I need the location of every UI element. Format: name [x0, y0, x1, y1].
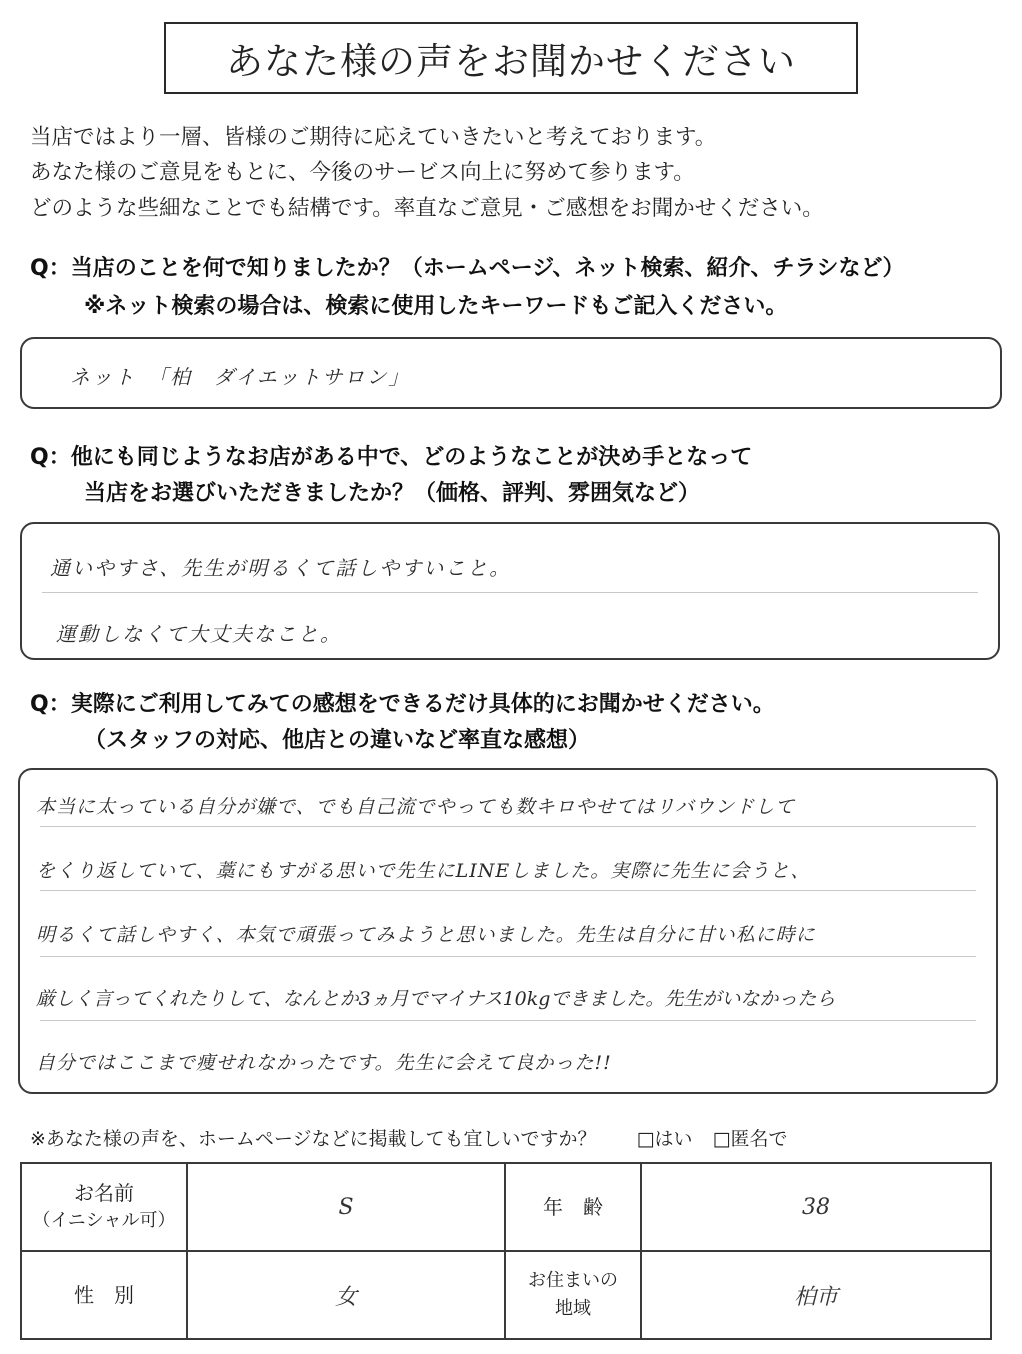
name-label: お名前 — [74, 1181, 134, 1205]
consent-question — [30, 1124, 788, 1151]
gender-label: 性 別 — [74, 1283, 134, 1307]
answer-box-1 — [20, 337, 1002, 409]
consent-yes-checkbox[interactable]: □はい — [636, 1128, 693, 1150]
question-3-subtitle: （スタッフの対応、他店との違いなど率直な感想） — [84, 728, 591, 753]
page-title: あなた様の声をお聞かせください — [164, 22, 858, 94]
answer-2-line-2: 運動しなくて大丈夫なこと。 — [56, 622, 342, 646]
question-2-title: Q：他にも同じようなお店がある中で、どのようなことが決め手となって — [30, 445, 753, 470]
ruled-line — [42, 592, 978, 593]
region-value: 柏市 — [793, 1284, 838, 1310]
ruled-line — [40, 1020, 976, 1021]
question-1-note: ※ネット検索の場合は、検索に使用したキーワードもご記入ください。 — [84, 294, 788, 319]
gender-value: 女 — [334, 1284, 357, 1310]
question-2-subtitle: 当店をお選びいただきましたか？（価格、評判、雰囲気など） — [84, 481, 701, 506]
answer-3-line-5: 自分ではここまで痩せれなかったです。先生に会えて良かった!! — [36, 1052, 612, 1074]
age-value: 38 — [802, 1194, 830, 1220]
answer-box-3 — [18, 768, 998, 1094]
question-3-title: Q：実際にご利用してみての感想をできるだけ具体的にお聞かせください。 — [30, 692, 775, 717]
age-label-cell — [505, 1163, 641, 1251]
gender-value-cell — [187, 1251, 505, 1339]
consent-text: ※あなた様の声を、ホームページなどに掲載しても宜しいですか？ — [30, 1128, 597, 1150]
answer-box-2 — [20, 522, 1000, 660]
name-label-cell — [21, 1163, 187, 1251]
answer-3-line-2: をくり返していて、藁にもすがる思いで先生にLINEしました。実際に先生に会うと、 — [36, 860, 811, 882]
region-value-cell — [641, 1251, 991, 1339]
consent-anonymous-checkbox[interactable]: □匿名で — [712, 1128, 788, 1150]
age-value-cell — [641, 1163, 991, 1251]
name-value: S — [338, 1194, 354, 1220]
answer-3-line-3: 明るくて話しやすく、本気で頑張ってみようと思いました。先生は自分に甘い私に時に — [36, 924, 816, 946]
answer-1-text: ネット 「柏 ダイエットサロン」 — [70, 365, 411, 389]
answer-3-line-4: 厳しく言ってくれたりして、なんとか3ヵ月でマイナス10kgできました。先生がいなかったら — [36, 988, 836, 1010]
region-label-2: 地域 — [555, 1298, 591, 1319]
intro-line-2: あなた様のご意見をもとに、今後のサービス向上に努めて参ります。 — [30, 160, 695, 185]
answer-2-line-1: 通いやすさ、先生が明るくて話しやすいこと。 — [50, 556, 512, 580]
intro-line-1: 当店ではより一層、皆様のご期待に応えていきたいと考えております。 — [30, 125, 717, 150]
region-label-cell — [505, 1251, 641, 1339]
info-row — [21, 1251, 991, 1339]
info-row — [21, 1163, 991, 1251]
name-label-note: （イニシャル可） — [32, 1210, 176, 1231]
ruled-line — [40, 826, 976, 827]
info-table — [20, 1162, 992, 1340]
ruled-line — [40, 890, 976, 891]
question-1-title: Q：当店のことを何で知りましたか？（ホームページ、ネット検索、紹介、チラシなど） — [30, 256, 905, 281]
ruled-line — [40, 956, 976, 957]
intro-line-3: どのような些細なことでも結構です。率直なご意見・ご感想をお聞かせください。 — [30, 196, 824, 221]
age-label: 年 齢 — [543, 1195, 603, 1219]
region-label: お住まいの — [528, 1270, 618, 1291]
name-value-cell — [187, 1163, 505, 1251]
gender-label-cell — [21, 1251, 187, 1339]
answer-3-line-1: 本当に太っている自分が嫌で、でも自己流でやっても数キロやせてはリバウンドして — [36, 796, 796, 818]
